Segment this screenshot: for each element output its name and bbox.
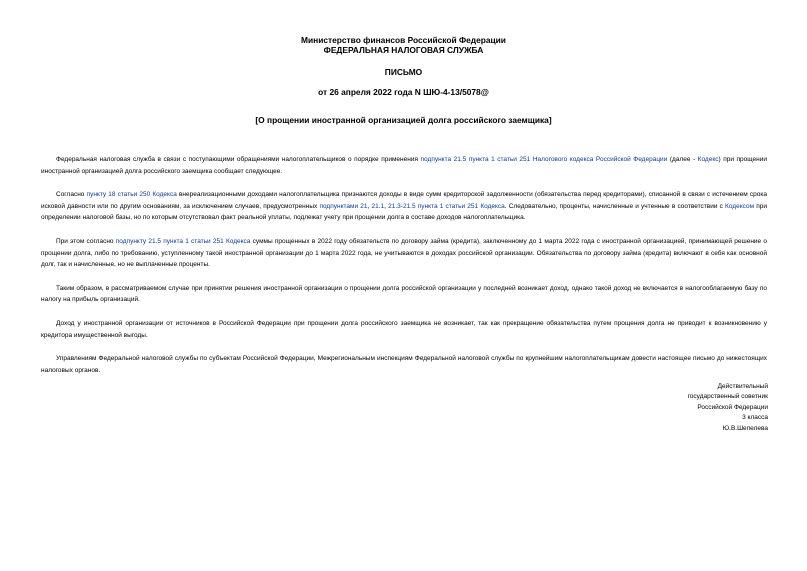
text-span: . Следовательно, проценты, начисленные и учтенные в соответствии с xyxy=(504,202,726,210)
paragraph-1 xyxy=(41,154,767,177)
text-span: Федеральная налоговая служба в связи с поступающими обращениями налогоплательщиков о порядке применения xyxy=(56,156,421,163)
ministry-title: Министерство финансов Российской Федерации xyxy=(301,35,506,45)
text-span: Согласно xyxy=(56,191,87,199)
text-span: (далее - xyxy=(667,156,698,163)
document-date-number: от 26 апреля 2022 года N ШЮ-4-13/5078@ xyxy=(318,87,489,97)
document-type: ПИСЬМО xyxy=(384,67,423,77)
link-subparagraph-21-5[interactable]: подпункта 21.5 пункта 1 статьи 251 Налогового кодекса Российской Федерации xyxy=(420,156,668,163)
text-span: внереализационными доходами налогоплательщика признаются доходы в виде сумм кредиторской задолженности (обязательства перед кредиторами), списанной в связи с истечением срока исковой давности или по другим основаниям, за исключением случаев, предусмотренных xyxy=(41,191,767,210)
paragraph-4 xyxy=(41,283,767,306)
signature-line: 3 класса xyxy=(742,414,768,422)
signature-line: Действительный xyxy=(717,383,768,390)
link-subparagraphs-21-3-21-5[interactable]: 21.3-21.5 пункта 1 статьи 251 Кодекса xyxy=(388,202,505,210)
link-subparagraph-21-1[interactable]: 21.1 xyxy=(371,202,385,210)
link-subparagraph-21[interactable]: подпунктами 21 xyxy=(319,202,368,210)
link-code[interactable]: Кодекс xyxy=(697,156,719,163)
document-subject: [О прощении иностранной организацией долга российского заемщика] xyxy=(255,115,552,125)
service-title: ФЕДЕРАЛЬНАЯ НАЛОГОВАЯ СЛУЖБА xyxy=(323,45,484,55)
signature-line: Российской Федерации xyxy=(697,403,768,411)
text-span: Таким образом, в рассматриваемом случае при принятии решения иностранной организации о прощении долга российской организации у последней возникает доход, однако такой доход не включается в налогооблагаемую базу по налогу на прибыль организаций. xyxy=(41,284,767,304)
document-body xyxy=(41,154,767,388)
text-span: , xyxy=(384,202,389,210)
paragraph-5 xyxy=(41,318,767,341)
text-span: При этом согласно xyxy=(56,237,116,245)
signatory-name: Ю.В.Шепелева xyxy=(722,424,768,432)
text-span: Доход у иностранной организации от источников в Российской Федерации при прощении долга российского заемщика не возникает, так как прекращение обязательства путем прощения долга не приводит к возникновению у кредитора имущественной выгоды. xyxy=(41,319,767,339)
text-span: ) при прощении иностранной организацией долга российского заемщика сообщает следующее. xyxy=(41,156,767,175)
text-span: , xyxy=(367,202,372,210)
text-span: при определении налоговой базы, но по которым отсутствовал факт реальной уплаты, подлежат учету при прощении долга в составе доходов налогоплательщика. xyxy=(41,202,767,222)
text-span: Управлениям Федеральной налоговой службы по субъектам Российской Федерации, Межрегиональным инспекциям Федеральной налоговой службы по крупнейшим налогоплательщикам довести настоящее письмо до нижестоящих налоговых органов. xyxy=(41,355,767,374)
paragraph-6 xyxy=(41,353,767,376)
paragraph-3 xyxy=(41,236,767,271)
link-subparagraph-21-5-article-251[interactable]: подпункту 21.5 пункта 1 статьи 251 Кодекса xyxy=(115,237,251,245)
signature-line: государственный советник xyxy=(687,393,768,401)
signature-block xyxy=(688,382,768,434)
link-point-18-article-250[interactable]: пункту 18 статьи 250 Кодекса xyxy=(86,191,177,199)
paragraph-2 xyxy=(41,189,767,224)
text-span: суммы прощенных в 2022 году обязательств по договору займа (кредита), заключенному до 1 марта 2022 года с иностранной организацией, принимающей решение о прощении долга, либо по требованию, уступленному такой иностранной организации до 1 марта 2022 года, не учитываются в доходах российской организации. Обязательства по договору займа (кредита) включают в себя как основной долг, так и начисленные, но не выплаченные проценты. xyxy=(41,237,768,269)
link-code[interactable]: Кодексом xyxy=(725,202,755,210)
